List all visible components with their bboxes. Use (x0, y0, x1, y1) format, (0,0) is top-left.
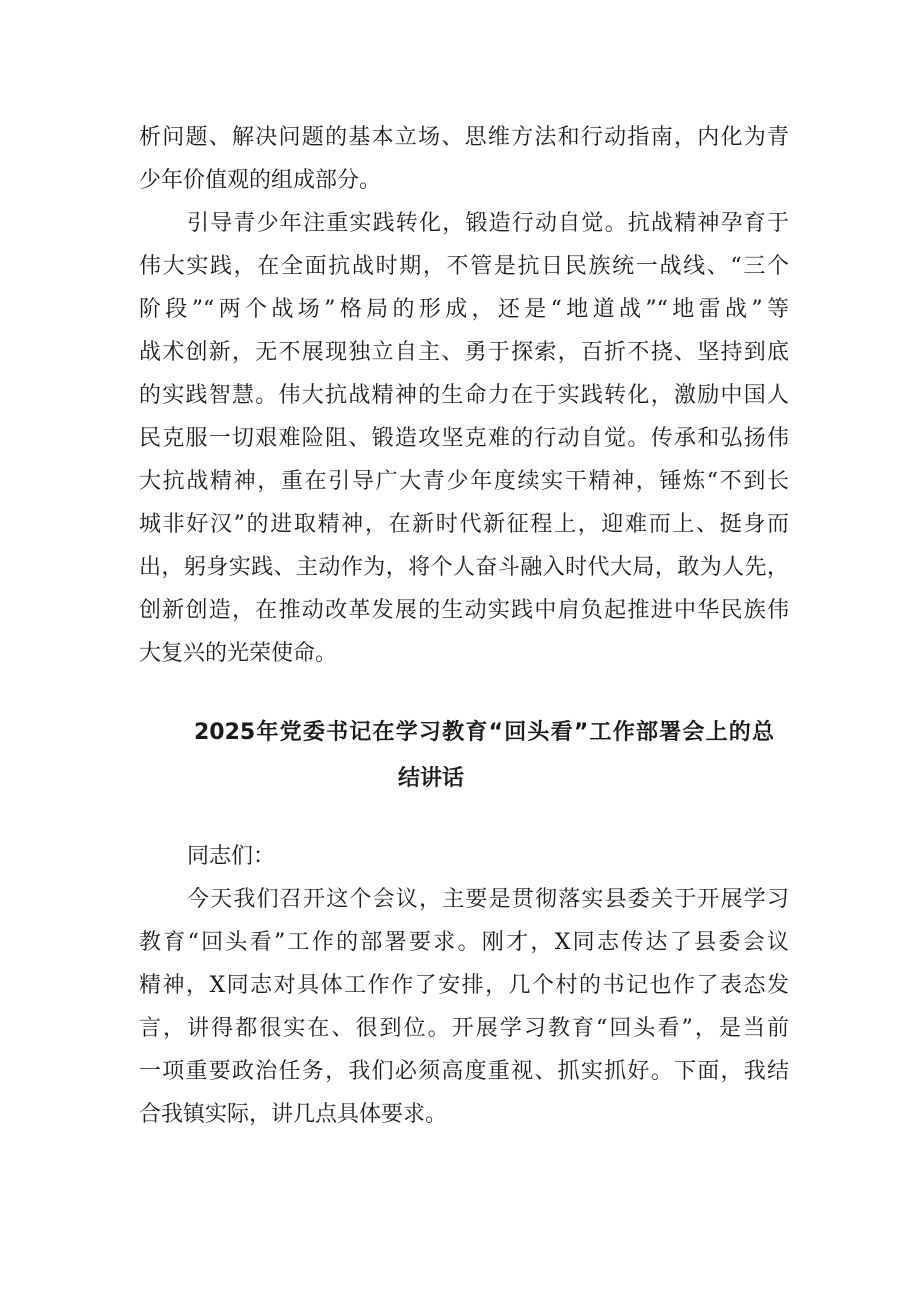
document-title-continued: 结讲话 (398, 766, 465, 791)
paragraph-line: 引导青少年注重实践转化，锻造行动自觉。抗战精神孕育于 (187, 211, 789, 236)
paragraph-line: 言，讲得都很实在、很到位。开展学习教育“回头看”，是当前 (139, 1016, 789, 1041)
paragraph-line: 民克服一切艰难险阻、锻造攻坚克难的行动自觉。传承和弘扬伟 (139, 426, 789, 451)
paragraph-line: 今天我们召开这个会议，主要是贯彻落实县委关于开展学习 (187, 887, 789, 912)
document-title: 2025年党委书记在学习教育“回头看”工作部署会上的总 (194, 720, 774, 745)
paragraph-line: 的实践智慧。伟大抗战精神的生命力在于实践转化，激励中国人 (139, 383, 789, 408)
paragraph-line: 战术创新，无不展现独立自主、勇于探索，百折不挠、坚持到底 (139, 340, 789, 365)
paragraph-line: 精神，X同志对具体工作作了安排，几个村的书记也作了表态发 (139, 973, 789, 998)
paragraph-line: 大复兴的光荣使命。 (139, 641, 338, 666)
paragraph-line: 析问题、解决问题的基本立场、思维方法和行动指南，内化为青 (139, 125, 789, 150)
paragraph-line: 出，躬身实践、主动作为，将个人奋斗融入时代大局，敢为人先， (139, 555, 789, 580)
salutation: 同志们： (187, 844, 276, 869)
paragraph-line: 教育“回头看”工作的部署要求。刚才，X同志传达了县委会议 (139, 930, 789, 955)
paragraph-line: 伟大实践，在全面抗战时期，不管是抗日民族统一战线、“三个 (139, 254, 789, 279)
paragraph-line: 创新创造，在推动改革发展的生动实践中肩负起推进中华民族伟 (139, 598, 789, 623)
paragraph-line: 少年价值观的组成部分。 (139, 168, 382, 193)
paragraph-line: 城非好汉”的进取精神，在新时代新征程上，迎难而上、挺身而 (139, 512, 789, 537)
paragraph-line: 大抗战精神，重在引导广大青少年度续实干精神，锤炼“不到长 (139, 469, 789, 494)
paragraph-line: 合我镇实际，讲几点具体要求。 (139, 1102, 448, 1127)
paragraph-line: 一项重要政治任务，我们必须高度重视、抓实抓好。下面，我结 (139, 1059, 789, 1084)
paragraph-line: 阶段”“两个战场”格局的形成，还是“地道战”“地雷战”等 (139, 297, 789, 322)
